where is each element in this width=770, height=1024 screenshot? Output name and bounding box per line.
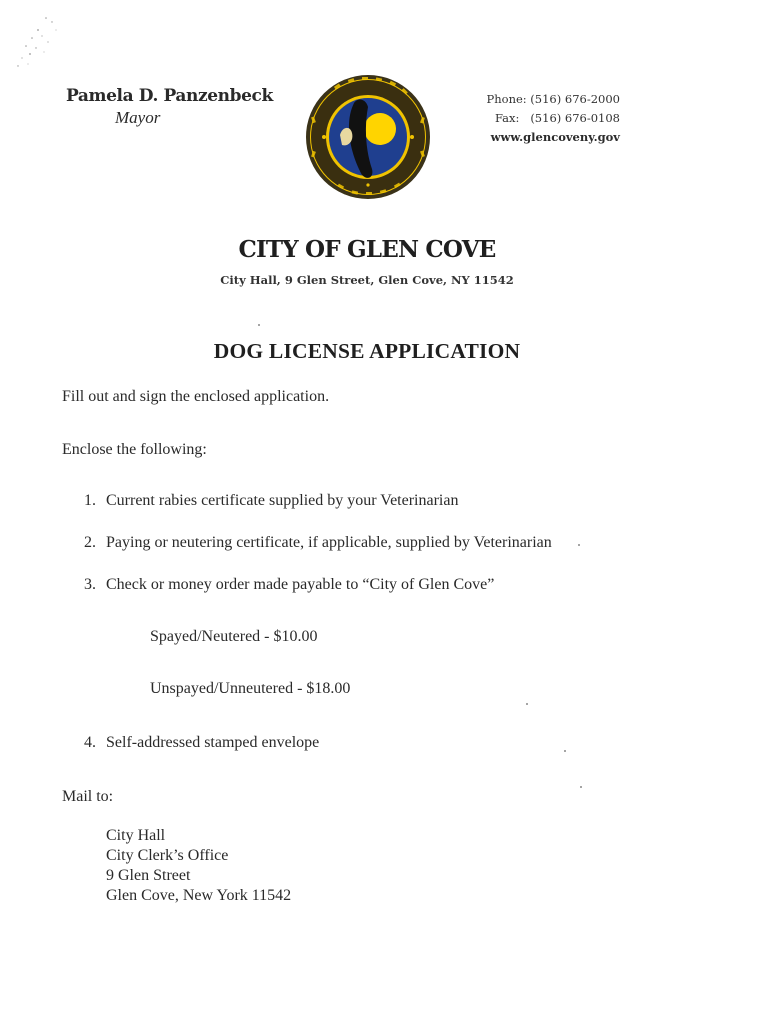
mayor-name: Pamela D. Panzenbeck: [66, 86, 273, 106]
list-item: [84, 534, 552, 552]
instruction-fill-out: Fill out and sign the enclosed application.: [62, 388, 330, 405]
city-seal-icon: [304, 73, 432, 201]
list-item-text: Check or money order made payable to “City of Glen Cove”: [106, 576, 495, 593]
mayor-title: Mayor: [115, 108, 161, 127]
address-line: Glen Cove, New York 11542: [106, 887, 292, 904]
scan-speck: [578, 544, 580, 546]
address-line: 9 Glen Street: [106, 867, 191, 884]
application-title: DOG LICENSE APPLICATION: [213, 339, 521, 363]
address-line: City Clerk’s Office: [106, 847, 229, 864]
scan-speckle-decoration: [8, 8, 78, 88]
list-item-text: Paying or neutering certificate, if applicable, supplied by Veterinarian: [106, 534, 552, 551]
scan-speck: [564, 750, 566, 752]
list-item: [84, 492, 458, 510]
website-link[interactable]: www.glencoveny.gov: [490, 130, 620, 144]
instruction-enclose: Enclose the following:: [62, 441, 207, 458]
list-item: [84, 576, 494, 594]
mayor-block: [66, 86, 286, 128]
mail-to-label: Mail to:: [62, 788, 114, 805]
list-item-text: Self-addressed stamped envelope: [106, 734, 320, 751]
city-address: City Hall, 9 Glen Street, Glen Cove, NY 11542: [220, 273, 514, 287]
contact-block: [472, 90, 620, 147]
scan-speck: [580, 786, 582, 788]
scan-speck: [526, 703, 528, 705]
list-item-number: 3.: [84, 576, 96, 593]
list-item-number: 2.: [84, 534, 96, 551]
fee-unspayed-unneutered: Unspayed/Unneutered - $18.00: [150, 680, 351, 697]
list-item-text: Current rabies certificate supplied by your Veterinarian: [106, 492, 459, 509]
city-title: CITY OF GLEN COVE: [238, 236, 496, 263]
list-item: [84, 734, 319, 752]
address-line: City Hall: [106, 827, 166, 844]
scan-speck: [258, 324, 260, 326]
phone-number: Phone: (516) 676-2000: [486, 92, 620, 106]
mailing-address: [106, 826, 291, 906]
fee-spayed-neutered: Spayed/Neutered - $10.00: [150, 628, 318, 645]
list-item-number: 4.: [84, 734, 96, 751]
list-item-number: 1.: [84, 492, 96, 509]
fax-number: Fax: (516) 676-0108: [494, 111, 620, 125]
